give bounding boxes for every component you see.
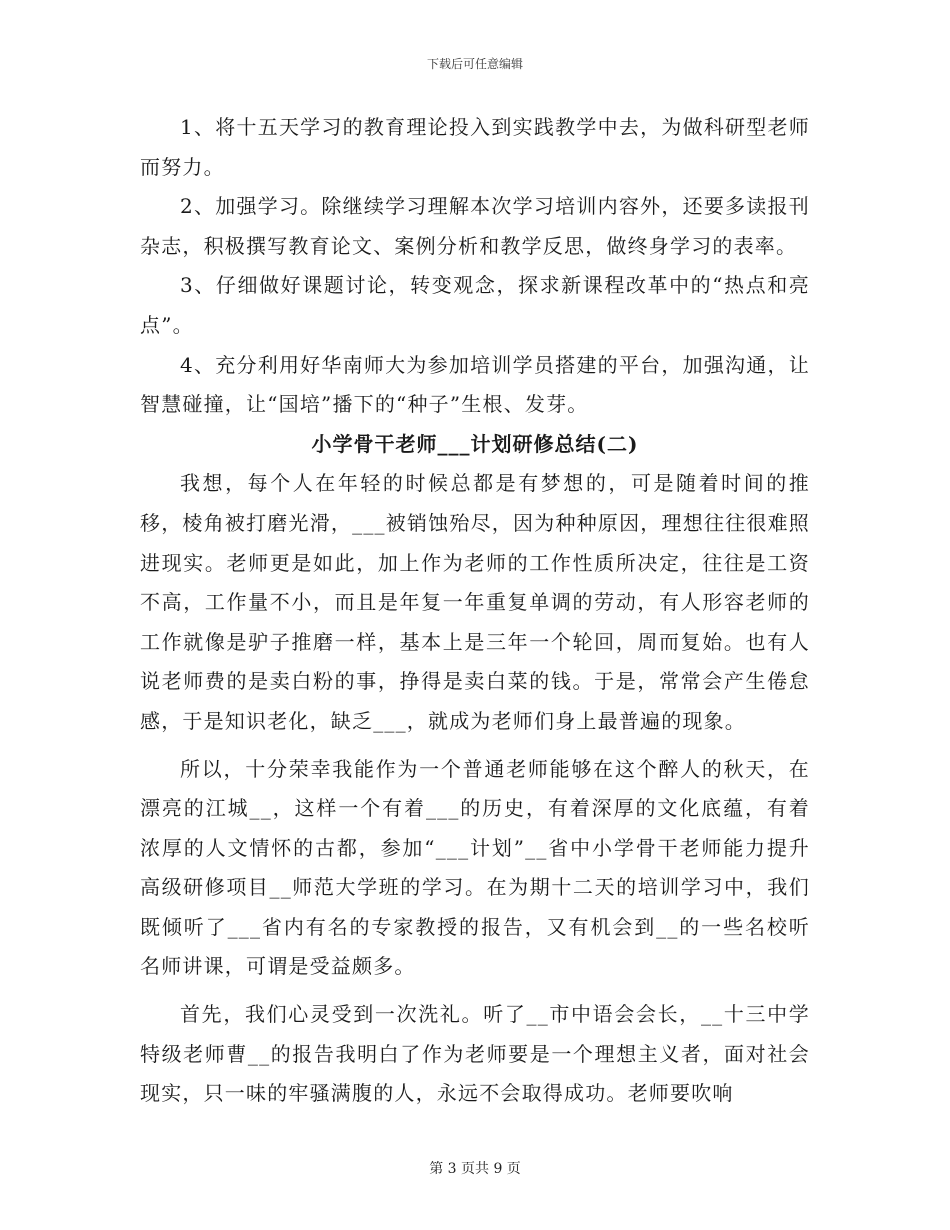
paragraph: 4、充分利用好华南师大为参加培训学员搭建的平台，加强沟通，让智慧碰撞，让“国培”播下的“种子”生根、发芽。 (140, 352, 810, 417)
paragraph: 我想，每个人在年轻的时候总都是有梦想的，可是随着时间的推移，棱角被打磨光滑，___被销蚀殆尽，因为种种原因，理想往往很难照进现实。老师更是如此，加上作为老师的工作性质所决定，往往是工资不高，工作量不小，而且是年复一年重复单调的劳动，有人形容老师的工作就像是驴子推磨一样，基本上是三年一个轮回，周而复始。也有人说老师费的是卖白粉的事，挣得是卖白菜的钱。于是，常常会产生倦怠感，于是知识老化，缺乏___，就成为老师们身上最普遍的现象。 (140, 471, 810, 733)
header-note: 下载后可任意编辑 (426, 57, 523, 71)
paragraph: 所以，十分荣幸我能作为一个普通老师能够在这个醉人的秋天，在漂亮的江城__，这样一个有着___的历史，有着深厚的文化底蕴，有着浓厚的人文情怀的古都，参加“___计划”__省中小学骨干老师能力提升高级研修项目__师范大学班的学习。在为期十二天的培训学习中，我们既倾听了___省内有名的专家教授的报告，又有机会到__的一些名校听名师讲课，可谓是受益颇多。 (140, 756, 810, 979)
page-number-footer: 第 3 页共 9 页 (429, 1161, 521, 1177)
document-body (140, 108, 810, 1114)
paragraph: 2、加强学习。除继续学习理解本次学习培训内容外，还要多读报刊杂志，积极撰写教育论文、案例分析和教学反思，做终身学习的表率。 (140, 194, 810, 258)
paragraph-gap (140, 987, 810, 995)
paragraph: 首先，我们心灵受到一次洗礼。听了__市中语会会长，__十三中学特级老师曹__的报告我明白了作为老师要是一个理想主义者，面对社会现实，只一味的牢骚满腹的人，永远不会取得成功。老师要吹响 (140, 1002, 810, 1106)
paragraph: 1、将十五天学习的教育理论投入到实践教学中去，为做科研型老师而努力。 (140, 115, 810, 179)
paragraph-gap (140, 742, 810, 750)
section-title: 小学骨干老师___计划研修总结(二) (311, 431, 639, 456)
paragraph: 3、仔细做好课题讨论，转变观念，探求新课程改革中的“热点和亮点”。 (140, 273, 810, 337)
